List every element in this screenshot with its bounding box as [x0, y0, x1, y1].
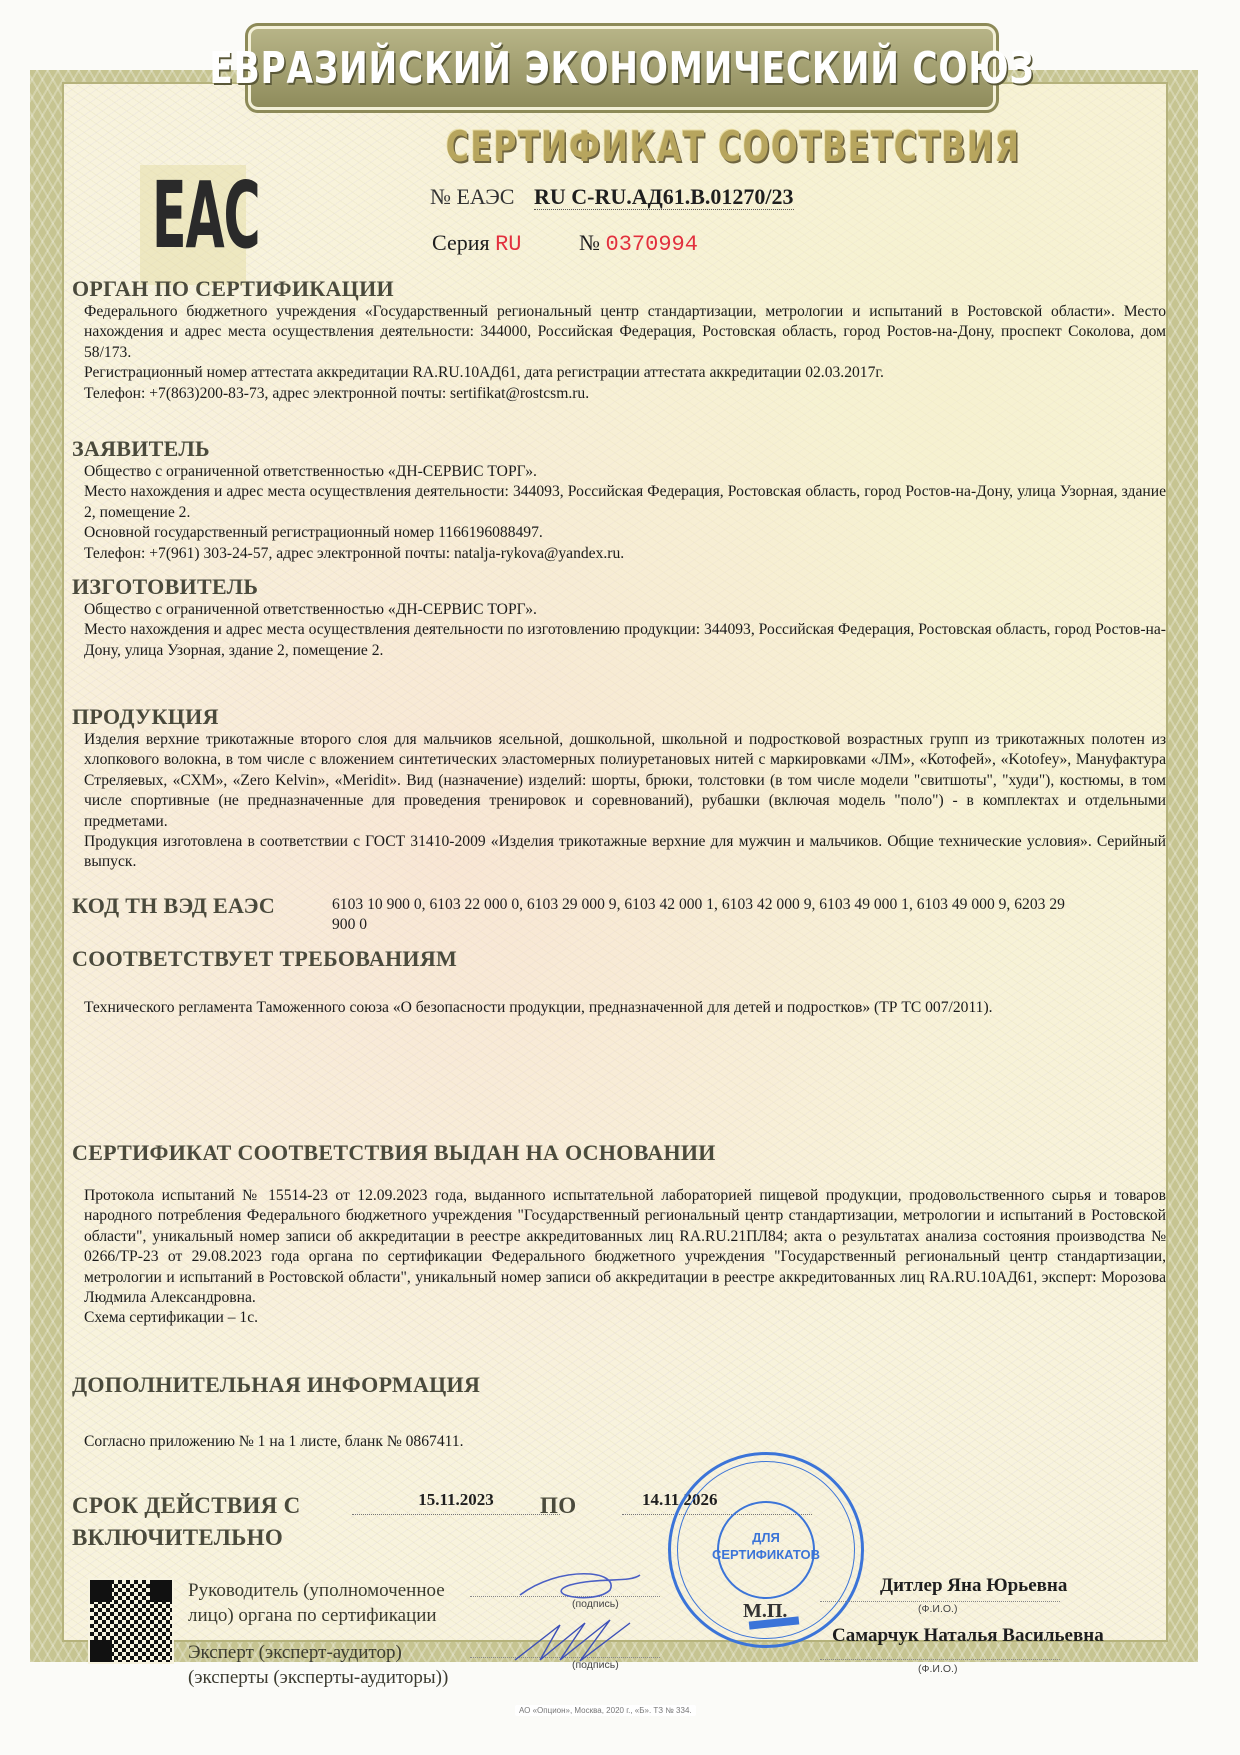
expert-label-line2: (эксперты (эксперты-аудиторы)) [188, 1667, 449, 1688]
validity-date-from: 15.11.2023 [352, 1490, 560, 1515]
registration-number: RU C-RU.АД61.В.01270/23 [533, 184, 794, 209]
section-heading: ИЗГОТОВИТЕЛЬ [72, 574, 259, 599]
section-heading: ПРОДУКЦИЯ [72, 704, 219, 729]
section-certification-body [72, 276, 1166, 404]
expert-name-line [820, 1659, 1060, 1660]
applicant-name: Общество с ограниченной ответственностью «ДН-СЕРВИС ТОРГ». [84, 463, 537, 480]
product-description: Изделия верхние трикотажные второго слоя для мальчиков ясельной, дошкольной, школьной и подростковой возрастных групп из трикотажных полотен из хлопкового волокна, в том числе с вложением синтетических эластомерных полиуретановых нитей с маркировками «ЛМ», «Котофей», «Kotofey», Мануфактура Стреляевых, «СХМ», «Zero Kelvin», «Meridit». Вид (назначение) изделий: шорты, брюки, толстовки (в том числе модели "свитшоты", "худи"), костюмы, в том числе спортивные (не предназначенные для проведения тренировок и соревнований), рубашки (включая модель "поло") - в комплектах и отдельными предметами. [84, 731, 1166, 830]
section-heading: КОД ТН ВЭД ЕАЭС [72, 893, 276, 918]
expert-signature [515, 1620, 630, 1661]
head-name: Дитлер Яна Юрьевна [880, 1575, 1068, 1596]
section-heading: СООТВЕТСТВУЕТ ТРЕБОВАНИЯМ [72, 946, 458, 971]
seal-label: М.П. [743, 1600, 788, 1622]
head-label [188, 1578, 445, 1628]
validity-period [72, 1490, 718, 1554]
applicant-contacts: Телефон: +7(961) 303-24-57, адрес электронной почты: natalja-rykova@yandex.ru. [84, 544, 625, 562]
union-title: ЕВРАЗИЙСКИЙ ЭКОНОМИЧЕСКИЙ СОЮЗ [209, 42, 1035, 94]
registration-number-line [430, 184, 794, 210]
section-product [72, 704, 1166, 873]
head-name-line [820, 1601, 1060, 1602]
stamp-line2: СЕРТИФИКАТОВ [711, 1547, 821, 1562]
accreditation-text: Регистрационный номер аттестата аккредитации RA.RU.10АД61, дата регистрации аттестата аккредитации 02.03.2017г. [84, 364, 884, 382]
section-heading: ДОПОЛНИТЕЛЬНАЯ ИНФОРМАЦИЯ [72, 1372, 481, 1397]
applicant-address: Место нахождения и адрес места осуществления деятельности: 344093, Российская Федерация, Ростовская область, город Ростов-на-Дону, улица Узорная, здание 2, помещение 2. [84, 483, 1166, 521]
head-name-caption: (Ф.И.О.) [918, 1603, 958, 1615]
head-label-line1: Руководитель (уполномоченное [188, 1580, 445, 1601]
signature-scribbles [500, 1565, 650, 1675]
blank-number: 0370994 [605, 232, 698, 257]
certificate-title: СЕРТИФИКАТ СООТВЕТСТВИЯ [445, 122, 1021, 171]
head-label-line2: лицо) органа по сертификации [188, 1605, 437, 1626]
expert-name: Самарчук Наталья Васильевна [832, 1625, 1104, 1646]
printer-info: АО «Опцион», Москва, 2020 г., «Б». ТЗ № 334. [515, 1705, 696, 1716]
manufacturer-name: Общество с ограниченной ответственностью «ДН-СЕРВИС ТОРГ». [84, 601, 537, 618]
additional-text: Согласно приложению № 1 на 1 листе, бланк № 0867411. [84, 1433, 464, 1450]
expert-signature-caption: (подпись) [572, 1659, 619, 1671]
expert-label-line1: Эксперт (эксперт-аудитор) [188, 1642, 402, 1663]
manufacturer-address: Место нахождения и адрес места осуществления деятельности по изготовлению продукции: 344093, Российская Федерация, Ростовская область, город Ростов-на-Дону, улица Узорная, здание 2, помещение 2. [84, 621, 1166, 659]
tn-ved-codes: 6103 10 900 0, 6103 22 000 0, 6103 29 000 9, 6103 42 000 1, 6103 42 000 9, 6103 49 000 1, 6103 49 000 9, 6203 29 900 0 [332, 896, 1065, 934]
series-value: RU [495, 232, 522, 257]
basis-text: Протокола испытаний № 15514-23 от 12.09.2023 года, выданного испытательной лабораторией пищевой продукции, продовольственного сырья и товаров народного потребления Федерального бюджетного учреждения "Государственный региональный центр стандартизации, метрологии и испытаний в Ростовской области", уникальный номер записи об аккредитации в реестре аккредитованных лиц RA.RU.21ПЛ84; акта о результатах анализа состояния производства № 0266/ТР-23 от 29.08.2023 года органа по сертификации Федерального бюджетного учреждения "Государственный региональный центр стандартизации, метрологии и испытаний в Ростовской области", уникальный номер записи об аккредитации в реестре аккредитованных лиц RA.RU.10АД61, эксперт: Морозова Людмила Александровна. [84, 1187, 1166, 1307]
stamp-center-text [671, 1529, 861, 1563]
section-manufacturer [72, 574, 1166, 661]
requirements-text: Технического регламента Таможенного союза «О безопасности продукции, предназначенной для детей и подростков» (ТР ТС 007/2011). [84, 999, 993, 1016]
series-label: Серия [432, 230, 490, 255]
validity-label-to: ПО [540, 1493, 577, 1518]
eac-mark-icon: ЕАС [152, 162, 260, 269]
validity-label-inclusive: ВКЛЮЧИТЕЛЬНО [72, 1525, 284, 1550]
qr-code[interactable] [88, 1578, 174, 1664]
certification-body-text: Федерального бюджетного учреждения «Государственный региональный центр стандартизации, метрологии и испытаний в Ростовской области». Место нахождения и адрес места осуществления деятельности: 344000, Российская Федерация, Ростовская область, город Ростов-на-Дону, проспект Соколова, дом 58/173. [84, 303, 1166, 361]
applicant-ogrn: Основной государственный регистрационный номер 1166196088497. [84, 524, 543, 542]
validity-label-from: СРОК ДЕЙСТВИЯ С [72, 1493, 301, 1518]
section-additional [72, 1372, 1166, 1452]
section-basis [72, 1140, 1166, 1329]
section-heading: ОРГАН ПО СЕРТИФИКАЦИИ [72, 276, 394, 301]
series-line [432, 230, 698, 257]
expert-label [188, 1640, 448, 1690]
certification-scheme: Схема сертификации – 1с. [84, 1309, 259, 1327]
section-applicant [72, 436, 1166, 564]
blank-number-label: № [579, 230, 601, 255]
section-heading: ЗАЯВИТЕЛЬ [72, 436, 210, 461]
stamp-line1: ДЛЯ [752, 1530, 780, 1545]
validity-date-to: 14.11.2026 [622, 1490, 812, 1515]
union-banner [209, 26, 1035, 110]
product-standard: Продукция изготовлена в соответствии с ГОСТ 31410-2009 «Изделия трикотажные верхние для мужчин и мальчиков. Общие технические условия». Серийный выпуск. [84, 833, 1166, 871]
contacts-text: Телефон: +7(863)200-83-73, адрес электронной почты: sertifikat@rostcsm.ru. [84, 384, 590, 402]
registration-label: № ЕАЭС [430, 184, 515, 209]
head-signature [520, 1574, 640, 1598]
expert-name-caption: (Ф.И.О.) [918, 1663, 958, 1675]
section-heading: СЕРТИФИКАТ СООТВЕТСТВИЯ ВЫДАН НА ОСНОВАНИИ [72, 1140, 716, 1165]
section-requirements [72, 946, 1166, 1018]
head-signature-caption: (подпись) [572, 1598, 619, 1610]
section-tn-ved [72, 893, 1166, 936]
